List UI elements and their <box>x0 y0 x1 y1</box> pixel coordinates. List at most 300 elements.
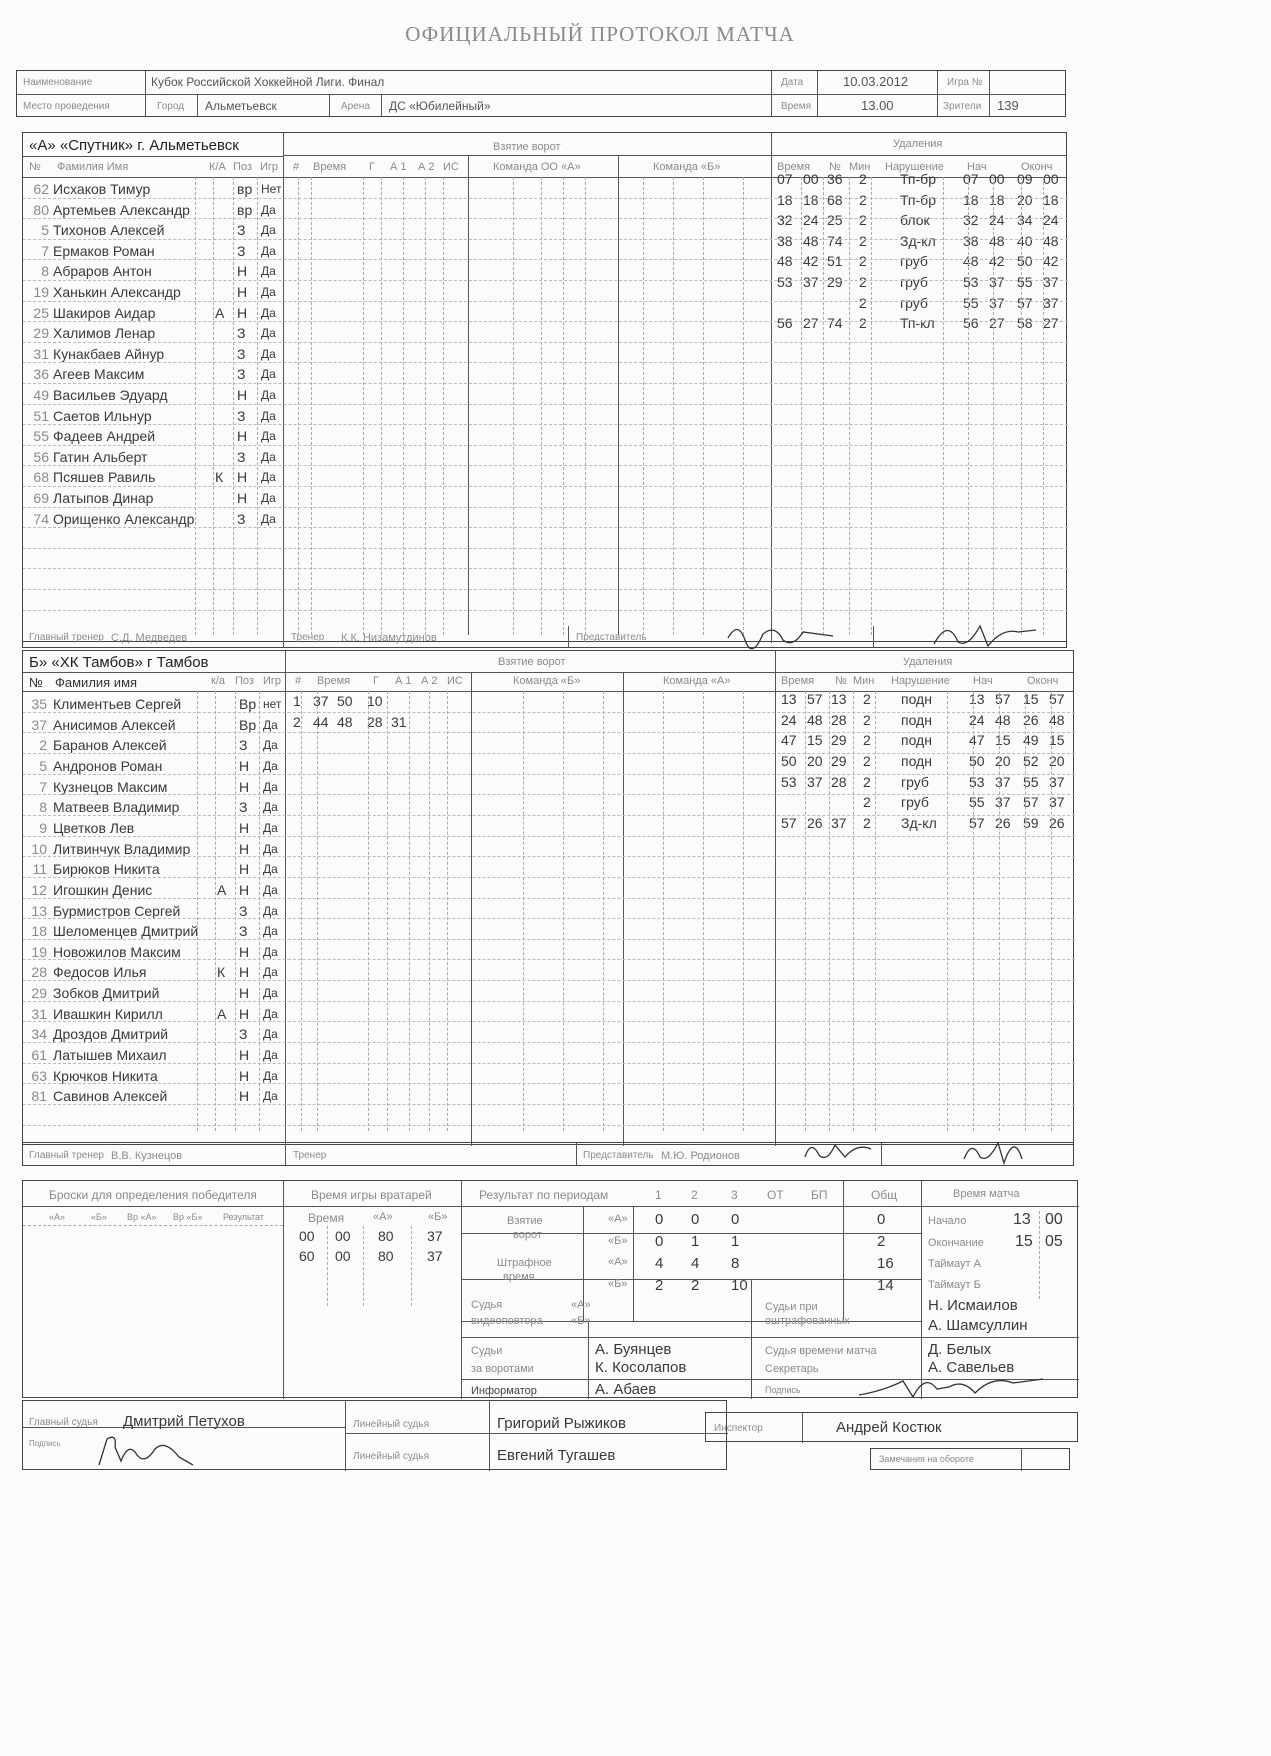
pen-end-m: 20 <box>1017 191 1033 208</box>
pen-end-m: 49 <box>1023 732 1039 749</box>
player-num: 49 <box>33 387 49 403</box>
video-judge-label-3: «А» <box>571 1299 591 1311</box>
video-judge-label-4: «Б» <box>571 1315 591 1327</box>
trainer-a-value: К.К. Низамутдинов <box>341 632 437 644</box>
grid-line <box>327 1226 328 1306</box>
grid-line <box>409 691 410 1131</box>
grid-line <box>673 177 674 635</box>
pen-player: 13 <box>831 691 847 707</box>
pen-end-s: 27 <box>1043 315 1059 332</box>
player-pos: З <box>237 407 246 424</box>
pen-start-m: 53 <box>969 773 985 790</box>
player-play: Да <box>263 944 278 959</box>
player-pos: З <box>237 366 246 383</box>
pen-time-m: 24 <box>781 711 797 728</box>
player-name: Фадеев Андрей <box>53 428 156 445</box>
pen-col-num-b: № <box>835 675 847 687</box>
player-name: Кунакбаев Айнур <box>53 345 165 362</box>
pen-player: 74 <box>827 232 843 249</box>
pen-time-s: 20 <box>807 752 823 769</box>
pen-minutes: 2 <box>859 212 867 229</box>
player-name: Орищенко Александр <box>53 510 195 527</box>
grid-line <box>947 691 948 1131</box>
grid-line <box>429 691 430 1131</box>
goal-col-plus-b: Команда «Б» <box>513 675 581 687</box>
arena-label: Арена <box>341 101 370 112</box>
pen-start-m: 38 <box>963 232 979 249</box>
player-num: 25 <box>33 304 49 321</box>
pen-reason: Тп-бр <box>900 191 936 208</box>
pen-minutes: 2 <box>859 294 867 311</box>
grid-line <box>1025 691 1026 1131</box>
goals-a-label: «А» <box>608 1213 628 1225</box>
pen-start-s: 24 <box>989 212 1005 229</box>
player-name: Андронов Роман <box>53 757 163 774</box>
grid-line <box>23 239 1068 240</box>
gk-col-b: «Б» <box>428 1211 448 1223</box>
end-label: Окончание <box>928 1237 984 1249</box>
timekeeper-label: Судья времени матча <box>765 1345 877 1357</box>
player-name: Ханькин Александр <box>53 284 181 300</box>
player-num: 11 <box>32 861 47 878</box>
pen-start-m: 32 <box>963 212 979 229</box>
shootout-col-gkb: Вр «Б» <box>173 1212 203 1222</box>
grid-line <box>23 1125 1075 1126</box>
referee-label: Главный судья <box>29 1417 98 1428</box>
grid-line <box>643 177 644 635</box>
start-min: 00 <box>1045 1211 1063 1228</box>
pen-time-s: 27 <box>803 315 819 332</box>
grid-line <box>875 691 876 1131</box>
player-play: Да <box>263 779 278 794</box>
player-pos: З <box>239 799 248 816</box>
pen-start-m: 13 <box>969 691 985 707</box>
goal-judge-1: А. Буянцев <box>595 1341 672 1358</box>
notes-section <box>870 1448 1070 1470</box>
team-a-pen-title: Удаления <box>893 138 943 150</box>
player-pos: Н <box>239 778 250 795</box>
goal-judges-label-1: Судьи <box>471 1345 503 1357</box>
match-header <box>16 70 1066 117</box>
grid-line <box>23 507 1068 508</box>
player-num: 37 <box>31 716 47 733</box>
player-num: 69 <box>33 490 49 506</box>
pen-start-s: 20 <box>995 752 1011 769</box>
player-name: Бурмистров Сергей <box>53 902 181 919</box>
grid-line <box>411 1226 412 1306</box>
grid-line <box>999 691 1000 1131</box>
goal-col-a1-b: А 1 <box>395 675 412 687</box>
pen-start-m: 53 <box>963 274 979 290</box>
grid-line <box>215 691 216 1131</box>
pen-end-s: 37 <box>1049 773 1065 790</box>
pen-player: 28 <box>831 711 847 728</box>
pim-a-value: 4 <box>655 1255 664 1272</box>
goal-time-m: 37 <box>313 693 329 709</box>
player-play: Да <box>261 388 276 402</box>
goal-assist-1: 31 <box>391 713 407 730</box>
informer-label: Информатор <box>471 1385 537 1397</box>
signature-a-rep <box>723 618 843 654</box>
pen-player: 36 <box>827 171 843 187</box>
grid-line <box>381 177 382 635</box>
goal-num: 1 <box>293 693 301 709</box>
grid-line <box>233 177 234 635</box>
player-pos: Н <box>239 943 250 960</box>
signature-referee <box>93 1431 203 1471</box>
period-col: ОТ <box>767 1188 784 1202</box>
pen-time-m: 13 <box>781 691 797 707</box>
player-name: Дроздов Дмитрий <box>53 1026 169 1043</box>
grid-line <box>213 177 214 635</box>
gk-title: Время игры вратарей <box>311 1188 432 1202</box>
player-play: нет <box>263 697 282 711</box>
player-num: 12 <box>31 881 47 898</box>
player-name: Цветков Лев <box>53 819 135 836</box>
pen-col-time-b: Время <box>781 675 815 687</box>
player-name: Гатин Альберт <box>53 448 148 465</box>
grid-line <box>23 404 1068 405</box>
grid-line <box>23 259 1068 260</box>
pen-minutes: 2 <box>863 814 871 831</box>
player-name: Артемьев Александр <box>53 201 190 218</box>
goal-time-m: 44 <box>313 713 329 730</box>
grid-line <box>23 898 1075 899</box>
player-num: 13 <box>31 902 47 919</box>
pen-col-start: Нач <box>967 161 987 173</box>
grid-line <box>849 177 850 635</box>
start-label: Начало <box>928 1215 967 1227</box>
grid-line <box>968 177 969 635</box>
pen-reason: Зд-кл <box>900 232 936 249</box>
grid-line <box>585 177 586 635</box>
goals-b-label: «Б» <box>608 1235 628 1247</box>
goal-col-time: Время <box>313 161 347 173</box>
shootout-col-res: Результат <box>223 1212 264 1222</box>
player-num: 74 <box>33 510 49 527</box>
game-no-label: Игра № <box>947 77 983 88</box>
col-name: Фамилия Имя <box>57 161 129 173</box>
goal-time-s: 50 <box>337 693 353 709</box>
trainer-b-label: Тренер <box>293 1150 327 1161</box>
goals-b-value: 1 <box>691 1233 700 1250</box>
player-pos: Н <box>237 284 248 300</box>
timeout-b-label: Таймаут Б <box>928 1279 981 1291</box>
player-play: Да <box>261 223 276 238</box>
period-col: Общ <box>871 1188 898 1202</box>
referee-value: Дмитрий Петухов <box>123 1413 245 1430</box>
pen-start-s: 37 <box>995 794 1011 811</box>
pen-end-m: 26 <box>1023 711 1039 728</box>
player-play: Да <box>261 491 276 505</box>
pim-b-value: 2 <box>655 1277 664 1294</box>
grid-line <box>23 877 1075 878</box>
pen-start-m: 18 <box>963 191 979 208</box>
grid-line <box>368 691 369 1131</box>
gk-a-value: 80 <box>378 1228 394 1244</box>
video-judge-label-1: Судья <box>471 1299 503 1311</box>
team-b-pen-title: Удаления <box>903 656 953 668</box>
player-name: Латыпов Динар <box>53 490 154 506</box>
col-num: № <box>29 161 41 173</box>
grid-line <box>23 424 1068 425</box>
inspector-value: Андрей Костюк <box>836 1419 942 1436</box>
player-num: 5 <box>41 222 49 239</box>
player-pos: Н <box>237 387 248 403</box>
player-play: Да <box>261 305 276 320</box>
pen-start-s: 48 <box>995 711 1011 728</box>
goal-col-a2-b: А 2 <box>421 675 438 687</box>
coach-label: Главный тренер <box>29 632 104 643</box>
grid-line <box>603 691 604 1131</box>
pen-time-m: 50 <box>781 752 797 769</box>
grid-line <box>23 1083 1075 1084</box>
grid-line <box>23 548 1068 549</box>
pen-player: 29 <box>831 752 847 769</box>
player-play: Да <box>261 285 276 299</box>
grid-line <box>447 691 448 1131</box>
player-play: Да <box>261 243 276 258</box>
grid-line <box>311 177 312 635</box>
grid-line <box>259 691 260 1131</box>
grid-line <box>23 280 1068 281</box>
pen-start-s: 57 <box>995 691 1011 707</box>
player-name: Зобков Дмитрий <box>53 985 160 1002</box>
goals-b-value: 0 <box>655 1233 664 1250</box>
player-play: Да <box>263 1027 278 1042</box>
grid-line <box>993 177 994 635</box>
gk-time-m: 60 <box>299 1248 315 1264</box>
player-name: Кузнецов Максим <box>53 778 168 795</box>
player-name: Абраров Антон <box>53 263 152 280</box>
pen-start-s: 26 <box>995 814 1011 831</box>
grid-line <box>541 177 542 635</box>
pen-minutes: 2 <box>863 732 871 749</box>
pen-end-m: 55 <box>1017 274 1033 290</box>
grid-line <box>23 1063 1075 1064</box>
pen-minutes: 2 <box>859 171 867 187</box>
grid-line <box>23 753 1075 754</box>
period-col: 2 <box>691 1188 698 1202</box>
pim-a-value: 4 <box>691 1255 700 1272</box>
pen-reason: подн <box>901 752 932 769</box>
gk-col-time: Время <box>308 1211 345 1225</box>
pen-player: 37 <box>831 814 847 831</box>
player-play: Да <box>261 367 276 382</box>
grid-line <box>523 691 524 1131</box>
player-ka: А <box>215 304 225 321</box>
player-play: Да <box>263 1048 278 1063</box>
date-value: 10.03.2012 <box>843 74 909 89</box>
goals-a-value: 0 <box>731 1211 740 1228</box>
player-name: Агеев Максим <box>53 366 145 383</box>
pen-minutes: 2 <box>859 232 867 249</box>
grid-line <box>23 465 1068 466</box>
grid-line <box>23 836 1075 837</box>
col-name-b: Фамилия имя <box>55 675 138 690</box>
player-num: 36 <box>33 366 49 383</box>
player-pos: Вр <box>239 716 257 733</box>
grid-line <box>301 691 302 1131</box>
grid-line <box>23 1001 1075 1002</box>
pen-end-m: 09 <box>1017 171 1033 187</box>
player-num: 68 <box>33 469 49 486</box>
player-pos: Н <box>239 881 250 898</box>
gk-time-s: 00 <box>335 1228 351 1244</box>
player-pos: З <box>239 1026 248 1043</box>
player-num: 63 <box>31 1067 47 1084</box>
summary-section <box>22 1180 1078 1398</box>
grid-line <box>1021 177 1022 635</box>
player-name: Матвеев Владимир <box>53 799 180 816</box>
document-title: ОФИЦИАЛЬНЫЙ ПРОТОКОЛ МАТЧА <box>405 22 795 46</box>
player-pos: Н <box>239 840 250 857</box>
gk-b-value: 37 <box>427 1248 443 1264</box>
video-judge-label-2: видеоповтора <box>471 1315 543 1327</box>
pen-col-min: Мин <box>849 161 871 173</box>
player-play: Да <box>261 470 276 485</box>
pen-reason: груб <box>901 794 929 811</box>
signature-secretary <box>853 1369 1053 1401</box>
pen-end-s: 57 <box>1049 691 1065 707</box>
player-num: 62 <box>33 181 49 197</box>
pim-a-label: «А» <box>608 1256 628 1268</box>
goal-col-is: ИС <box>443 161 459 173</box>
secretary-label: Секретарь <box>765 1363 819 1375</box>
player-num: 28 <box>31 964 47 981</box>
pen-col-start-b: Нач <box>973 675 993 687</box>
grid-line <box>823 177 824 635</box>
spectators-value: 139 <box>997 98 1019 113</box>
linesman2-label: Линейный судья <box>353 1451 430 1462</box>
referee-sign-label: Подпись <box>29 1439 61 1448</box>
pen-end-m: 34 <box>1017 212 1033 229</box>
grid-line <box>23 980 1075 981</box>
pen-player: 68 <box>827 191 843 208</box>
player-name: Савинов Алексей <box>53 1088 168 1105</box>
player-name: Крючков Никита <box>53 1067 158 1084</box>
grid-line <box>1043 177 1044 635</box>
grid-line <box>871 177 872 635</box>
grid-line <box>23 383 1068 384</box>
player-pos: З <box>239 923 248 940</box>
coach-b-label: Главный тренер <box>29 1150 104 1161</box>
player-num: 10 <box>31 840 47 857</box>
signature-b-rep <box>801 1133 881 1169</box>
player-play: Да <box>263 1068 278 1083</box>
goal-num: 2 <box>293 713 301 730</box>
grid-line <box>23 1042 1075 1043</box>
pen-start-s: 37 <box>989 274 1005 290</box>
coach-b-value: В.В. Кузнецов <box>111 1150 183 1162</box>
competition-value: Кубок Российской Хоккейной Лиги. Финал <box>151 75 385 89</box>
pen-start-s: 18 <box>989 191 1005 208</box>
player-play: Да <box>263 986 278 1001</box>
col-ka: К/А <box>209 161 226 173</box>
shootout-title: Броски для определения победителя <box>49 1188 257 1202</box>
player-play: Да <box>261 346 276 361</box>
pen-start-s: 00 <box>989 171 1005 187</box>
pen-start-s: 37 <box>989 294 1005 311</box>
pim-a-value: 8 <box>731 1255 740 1272</box>
player-pos: Н <box>237 428 248 445</box>
signature-label: Подпись <box>765 1385 801 1395</box>
goals-b-value: 2 <box>877 1233 886 1250</box>
arena-value: ДС «Юбилейный» <box>389 99 491 113</box>
shootout-col-a: «А» <box>49 1212 66 1222</box>
player-num: 8 <box>39 799 47 816</box>
player-play: Да <box>263 758 278 773</box>
grid-line <box>663 691 664 1131</box>
grid-line <box>23 939 1075 940</box>
goal-col-g: Г <box>369 161 375 173</box>
grid-line <box>801 177 802 635</box>
player-play: Да <box>261 449 276 464</box>
start-hour: 13 <box>1013 1211 1031 1228</box>
grid-line <box>403 177 404 635</box>
pen-player: 25 <box>827 212 843 229</box>
player-name: Ермаков Роман <box>53 242 155 259</box>
player-num: 31 <box>33 345 49 362</box>
gk-time-m: 00 <box>299 1228 315 1244</box>
pen-time-s: 48 <box>807 711 823 728</box>
goals-a-value: 0 <box>877 1211 886 1228</box>
player-play: Да <box>263 820 278 835</box>
player-play: Да <box>261 264 276 279</box>
grid-line <box>23 712 1075 713</box>
grid-line <box>23 815 1075 816</box>
player-play: Да <box>261 429 276 444</box>
linesman2-value: Евгений Тугашев <box>497 1447 616 1464</box>
pen-time-m: 32 <box>777 212 793 229</box>
gk-time-s: 00 <box>335 1248 351 1264</box>
secretary-value: А. Савельев <box>928 1359 1015 1376</box>
pen-end-s: 26 <box>1049 814 1065 831</box>
pen-minutes: 2 <box>859 253 867 270</box>
spectators-label: Зрители <box>943 101 982 112</box>
pim-b-value: 2 <box>691 1277 700 1294</box>
pen-minutes: 2 <box>863 752 871 769</box>
pen-time-m: 53 <box>777 274 793 290</box>
player-num: 31 <box>31 1005 47 1022</box>
team-a-name: «А» «Спутник» г. Альметьевск <box>29 137 239 154</box>
goal-col-minus: Команда «Б» <box>653 161 721 173</box>
player-play: Да <box>263 1006 278 1021</box>
timekeeper-value: Д. Белых <box>928 1341 992 1358</box>
pim-b-value: 10 <box>731 1277 748 1294</box>
team-b-staff <box>22 1142 1074 1166</box>
pen-end-m: 59 <box>1023 814 1039 831</box>
gk-col-a: «А» <box>373 1211 393 1223</box>
gk-b-value: 37 <box>427 1228 443 1244</box>
player-num: 34 <box>31 1026 47 1043</box>
player-pos: Н <box>239 985 250 1002</box>
player-pos: З <box>237 242 246 259</box>
player-num: 29 <box>33 325 49 342</box>
pen-col-num: № <box>829 161 841 173</box>
pen-minutes: 2 <box>859 191 867 208</box>
pen-time-s: 15 <box>807 732 823 749</box>
grid-line <box>943 177 944 635</box>
pen-reason: подн <box>901 691 932 707</box>
pen-end-s: 42 <box>1043 253 1059 270</box>
player-num: 61 <box>31 1047 47 1064</box>
penalty-box-label-2: оштрафованных <box>765 1315 850 1327</box>
pen-start-m: 07 <box>963 171 979 187</box>
grid-line <box>23 218 1068 219</box>
grid-line <box>853 691 854 1131</box>
pen-start-m: 48 <box>963 253 979 270</box>
